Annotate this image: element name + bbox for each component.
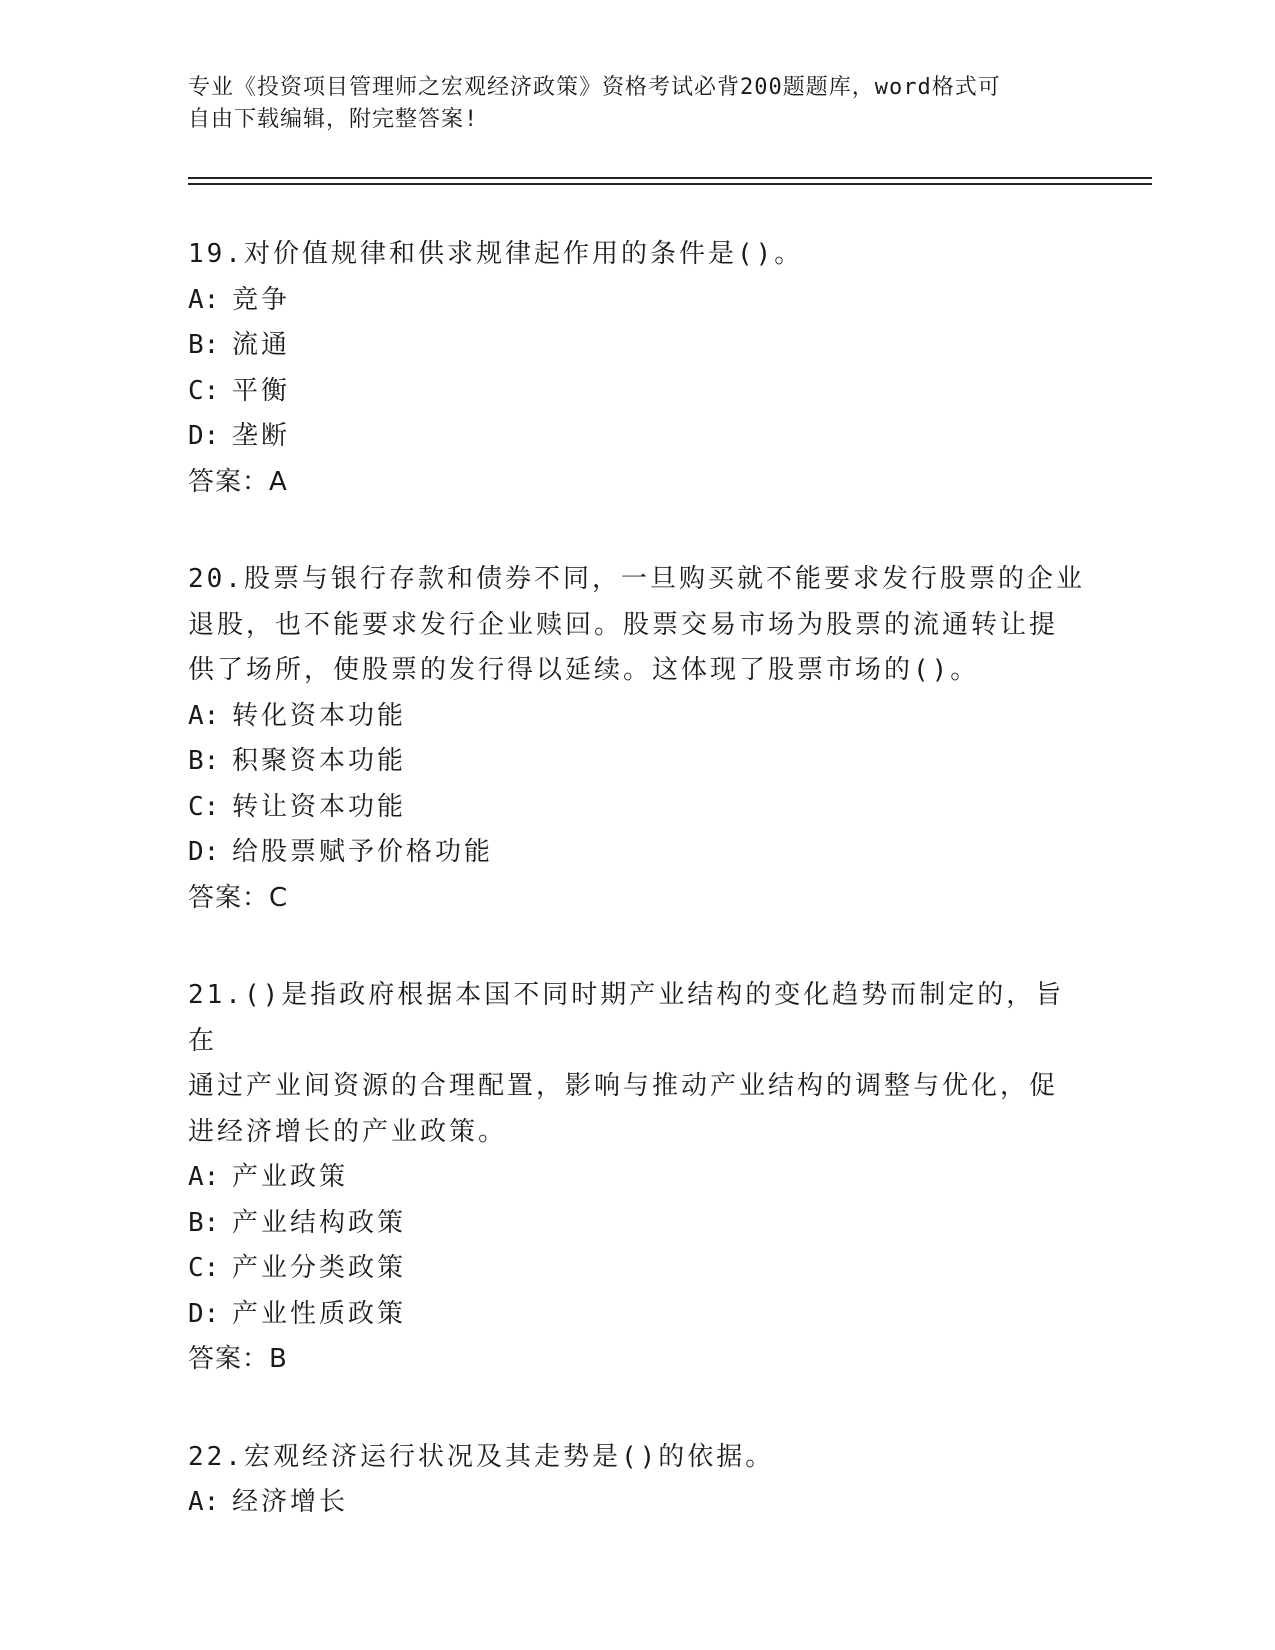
option-letter: A: <box>188 1487 220 1517</box>
option-text: 给股票赋予价格功能 <box>232 837 494 867</box>
header-divider-bottom <box>188 183 1152 185</box>
option-letter: D: <box>188 1298 220 1329</box>
question-block <box>188 1435 1088 1526</box>
option-text: 平衡 <box>232 375 291 406</box>
answer-key: 答案：A <box>188 466 288 497</box>
answer-option <box>188 1480 1088 1526</box>
option-letter: A: <box>188 700 220 731</box>
header-line-2: 自由下载编辑，附完整答案! <box>188 107 479 132</box>
option-text: 产业结构政策 <box>232 1207 407 1238</box>
question-list <box>188 232 1088 1578</box>
option-letter: B: <box>188 1207 220 1238</box>
answer-option <box>188 1246 1088 1292</box>
question-stem-line: 通过产业间资源的合理配置，影响与推动产业结构的调整与优化，促 <box>188 1071 1059 1101</box>
answer-option <box>188 739 1088 785</box>
header-line-1: 专业《投资项目管理师之宏观经济政策》资格考试必背200题题库，word格式可 <box>188 75 1001 100</box>
option-text: 竞争 <box>232 284 291 315</box>
option-text: 经济增长 <box>232 1487 349 1517</box>
answer-option <box>188 414 1088 460</box>
question-block <box>188 232 1088 505</box>
answer-option <box>188 278 1088 324</box>
question-stem-line: 供了场所，使股票的发行得以延续。这体现了股票市场的()。 <box>188 655 980 685</box>
option-text: 产业分类政策 <box>232 1253 407 1283</box>
option-text: 转化资本功能 <box>232 700 407 731</box>
option-letter: D: <box>188 837 220 867</box>
question-block <box>188 557 1088 921</box>
header-divider-top <box>188 177 1152 179</box>
question-stem-line: 21.()是指政府根据本国不同时期产业结构的变化趋势而制定的，旨在 <box>188 980 1065 1056</box>
answer-option <box>188 1292 1088 1338</box>
option-text: 垄断 <box>232 421 291 451</box>
option-letter: C: <box>188 1253 220 1283</box>
answer-option <box>188 323 1088 369</box>
option-text: 产业政策 <box>232 1162 349 1192</box>
question-stem-line: 进经济增长的产业政策。 <box>188 1116 508 1147</box>
answer-option <box>188 694 1088 740</box>
answer-option <box>188 830 1088 876</box>
option-text: 产业性质政策 <box>232 1298 407 1329</box>
option-letter: B: <box>188 330 220 360</box>
document-header <box>188 72 1068 136</box>
option-letter: B: <box>188 746 220 776</box>
answer-option <box>188 1201 1088 1247</box>
option-letter: A: <box>188 284 220 315</box>
answer-option <box>188 785 1088 831</box>
question-block <box>188 973 1088 1383</box>
option-letter: A: <box>188 1162 220 1192</box>
answer-option <box>188 1155 1088 1201</box>
option-letter: D: <box>188 421 220 451</box>
option-letter: C: <box>188 375 220 406</box>
answer-key: 答案：B <box>188 1344 288 1374</box>
question-stem-line: 22.宏观经济运行状况及其走势是()的依据。 <box>188 1441 775 1472</box>
answer-key: 答案：C <box>188 882 289 913</box>
question-stem-line: 19.对价值规律和供求规律起作用的条件是()。 <box>188 239 804 269</box>
option-text: 积聚资本功能 <box>232 746 407 776</box>
option-letter: C: <box>188 791 220 822</box>
option-text: 转让资本功能 <box>232 791 407 822</box>
answer-option <box>188 369 1088 415</box>
question-stem-line: 退股，也不能要求发行企业赎回。股票交易市场为股票的流通转让提 <box>188 609 1059 640</box>
option-text: 流通 <box>232 330 291 360</box>
question-stem-line: 20.股票与银行存款和债券不同，一旦购买就不能要求发行股票的企业 <box>188 564 1085 594</box>
